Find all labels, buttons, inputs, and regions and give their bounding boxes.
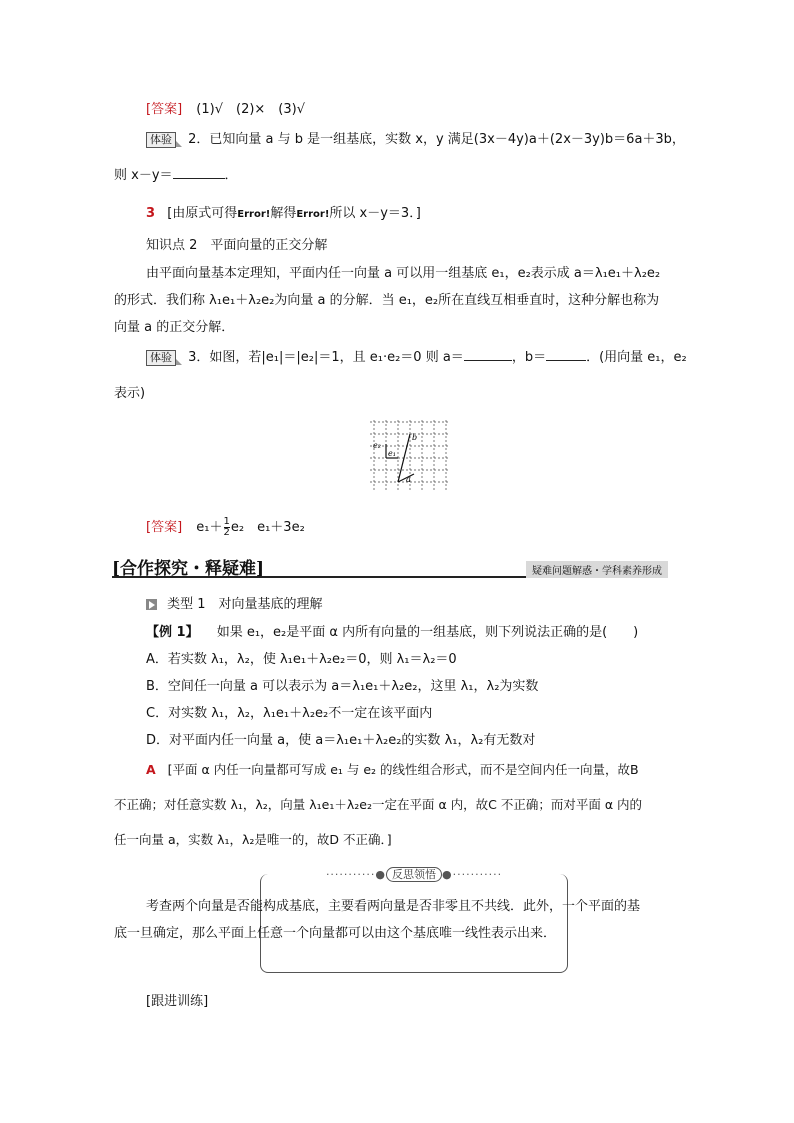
example-1-stem [146, 621, 638, 640]
option-b: B．空间任一向量 a 可以表示为 a＝λ₁e₁＋λ₂e₂，这里 λ₁，λ₂为实数 [146, 679, 539, 694]
exercise-3-line-1 [146, 346, 687, 366]
reflection-paragraph-1: 考查两个向量是否能构成基底，主要看两向量是否非零且不共线．此外，一个平面的基 [146, 899, 641, 914]
answer-3-text-2: e₂ e₁＋3e₂ [230, 520, 305, 535]
solution-1-line-3: 任一向量 a，实数 λ₁，λ₂是唯一的，故D 不正确．] [114, 832, 392, 847]
answer-line-1 [146, 98, 305, 117]
solution-text-2: 解得 [270, 206, 297, 221]
fraction-numerator: 1 [223, 516, 230, 527]
solution-1-line-1 [146, 760, 639, 778]
exercise-3-text-a: 3．如图，若|e₁|＝|e₂|＝1，且 e₁·e₂＝0 则 a＝ [188, 350, 464, 365]
exercise-2-suffix: ． [224, 168, 238, 183]
experience-tag: 体验 [146, 350, 176, 366]
answer-3-text-1: e₁＋ [196, 520, 223, 535]
solution-answer: A [146, 762, 156, 777]
follow-up-label: [跟进训练] [146, 994, 209, 1009]
exercise-3-text-c: ．(用向量 e₁，e₂ [586, 350, 687, 365]
answer-label: [答案] [146, 520, 183, 535]
solution-text-3: 所以 x－y＝3．] [329, 206, 421, 221]
label-a: a [406, 475, 411, 484]
exercise-2-prefix: 则 x－y＝ [114, 168, 173, 183]
error-text-2: Error! [296, 209, 330, 220]
vector-grid-figure [368, 416, 454, 496]
label-e2: e₂ [373, 441, 381, 450]
solution-2 [146, 202, 421, 221]
label-e1: e₁ [388, 449, 396, 458]
section-subtitle: 疑难问题解惑・学科素养形成 [526, 561, 668, 578]
answer-label: [答案] [146, 102, 183, 117]
solution-text-1: [由原式可得 [167, 206, 238, 221]
solution-answer: 3 [146, 206, 156, 221]
exercise-2-line-2 [114, 164, 238, 183]
reflection-paragraph-2: 底一旦确定，那么平面上任意一个向量都可以由这个基底唯一线性表示出来． [114, 926, 557, 941]
play-icon [146, 599, 157, 610]
fraction [224, 517, 230, 538]
answer-blank [173, 166, 225, 179]
dotted-line: ●··········· [442, 868, 503, 881]
section-title: [合作探究・释疑难] [112, 559, 265, 579]
answer-blank-b [546, 348, 586, 361]
answer-line-3 [146, 516, 305, 538]
answer-text: (1)√ (2)× (3)√ [196, 102, 306, 117]
option-c: C．对实数 λ₁，λ₂，λ₁e₁＋λ₂e₂不一定在该平面内 [146, 706, 433, 721]
exercise-2-text: 2．已知向量 a 与 b 是一组基底，实数 x，y 满足(3x－4y)a＋(2x－3y)b＝6a＋3b， [188, 132, 685, 147]
reflection-title: 反思领悟 [386, 867, 442, 882]
type-label: 类型 1 对向量基底的理解 [167, 597, 323, 612]
option-d: D．对平面内任一向量 a，使 a＝λ₁e₁＋λ₂e₂的实数 λ₁，λ₂有无数对 [146, 733, 536, 748]
knowledge-paragraph-2: 的形式．我们称 λ₁e₁＋λ₂e₂为向量 a 的分解．当 e₁，e₂所在直线互相垂直时，这种分解也称为 [114, 293, 660, 308]
knowledge-paragraph-1: 由平面向量基本定理知，平面内任一向量 a 可以用一组基底 e₁，e₂表示成 a＝λ₁e₁＋λ₂e₂ [146, 266, 661, 281]
exercise-3-line-2: 表示) [114, 386, 146, 401]
type-heading [146, 593, 323, 612]
exercise-2-line-1 [146, 128, 685, 148]
example-label: 【例 1】 [146, 625, 199, 640]
error-text-1: Error! [237, 209, 271, 220]
knowledge-heading: 知识点 2 平面向量的正交分解 [146, 238, 328, 253]
example-stem: 如果 e₁，e₂是平面 α 内所有向量的一组基底，则下列说法正确的是( ) [216, 625, 639, 640]
option-a: A．若实数 λ₁，λ₂，使 λ₁e₁＋λ₂e₂＝0，则 λ₁＝λ₂＝0 [146, 652, 457, 667]
solution-1-line-2: 不正确；对任意实数 λ₁，λ₂，向量 λ₁e₁＋λ₂e₂一定在平面 α 内，故C 不正确；而对平面 α 内的 [114, 797, 643, 812]
answer-blank-a [464, 348, 512, 361]
exercise-3-text-b: ，b＝ [511, 350, 547, 365]
fraction-denominator: 2 [223, 527, 230, 538]
section-header [112, 554, 668, 578]
solution-text: [平面 α 内任一向量都可写成 e₁ 与 e₂ 的线性组合形式，而不是空间内任一向量，故B [167, 762, 639, 777]
dotted-line: ···········● [325, 868, 386, 881]
experience-tag: 体验 [146, 132, 176, 148]
label-b: b [412, 433, 418, 442]
knowledge-paragraph-3: 向量 a 的正交分解． [114, 320, 235, 335]
reflection-header [256, 866, 572, 882]
